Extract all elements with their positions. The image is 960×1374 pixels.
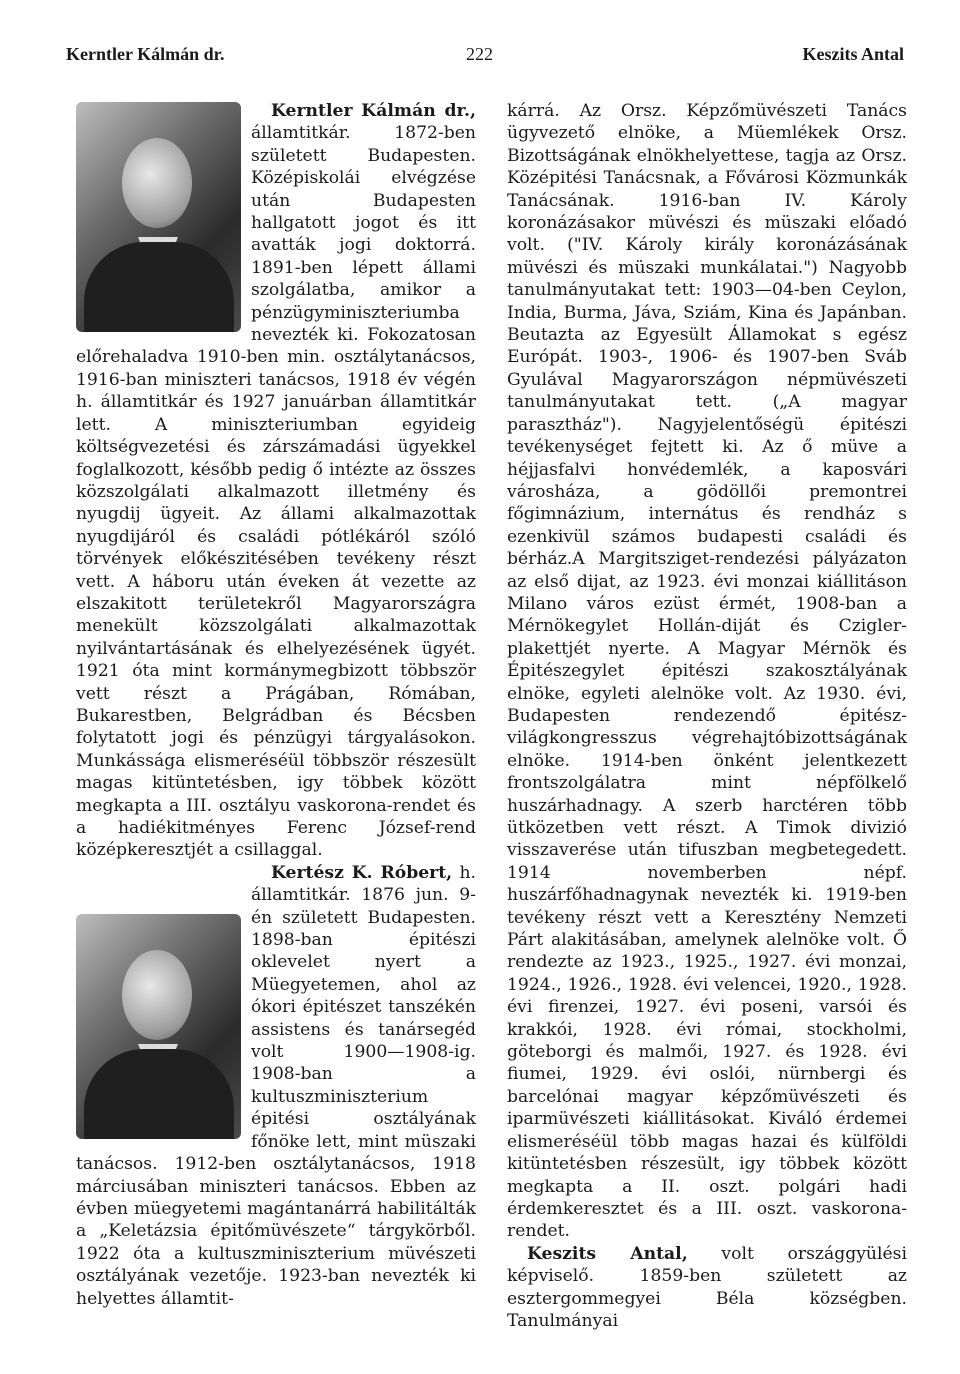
portrait-photo-kerntler: [76, 102, 241, 332]
entry-name: Keszits Antal,: [527, 1243, 688, 1264]
running-head-left: Kerntler Kálmán dr.: [66, 44, 225, 64]
entry-kerntler: [76, 100, 476, 862]
entry-text: h. államtitkár. 1876 jun. 9-én született Budapesten. 1898-ban épitészi oklevelet nyert a Müegyetemen, ahol az ókori épitészet tanszékén assistens és tanársegéd volt 1900—1908-ig. 1908-ban a kultuszminiszterium épitési osztályának főnöke lett, mint müszaki tanácsos. 1912-ben osztálytanácsos, 1918 márciusában miniszteri tanácsos. Ebben az évben müegyetemi magántanárrá habilitálták a „Keletázsia épitőmüvészete“ tárgykörből. 1922 óta a kultuszminiszterium müvészeti osztályának vezetője. 1923-ban nevezték ki helyettes államtit-: [76, 862, 476, 1309]
entry-kertesz: [76, 862, 476, 1310]
left-column: [76, 100, 476, 1310]
entry-keszits: [507, 1243, 907, 1333]
entry-text: kárrá. Az Orsz. Képzőmüvészeti Tanács ügyvezető elnöke, a Müemlékek Orsz. Bizottságának elnökhelyettese, tagja az Orsz. Középitési Tanácsnak, a Fővárosi Közmunkák Tanácsának. 1916-ban IV. Károly koronázásakor müvészi és müszaki előadó volt. ("IV. Károly király koronázásának müvészi és müszaki munkálatai.") Nagyobb tanulmányutakat tett: 1903—04-ben Ceylon, India, Burma, Jáva, Sziám, Kina és Japánban. Beutazta az Egyesült Államokat s egész Európát. 1903-, 1906- és 1907-ben Sváb Gyulával Magyarországon népmüvészeti tanulmányutakat tett. („A magyar parasztház"). Nagyjelentőségü épitészi tevékenységet fejtett ki. Az ő müve a héjjasfalvi honvédemlék, a kaposvári városháza, a gödöllői premontrei főgimnázium, internátus és rendház s ezenkivül számos budapesti családi és bérház.A Margitsziget-rendezési pályázaton az első dijat, az 1923. évi monzai kiállitáson Milano város ezüst érmét, 1908-ban a Mérnökegylet Hollán-diját és Czigler-plakettjét nyerte. A Magyar Mérnök és Épitészegylet épitészi szakosztályának elnöke, egyleti alelnöke volt. Az 1930. évi, Budapesten rendezendő épitész-világkongresszus végrehajtóbizottságának elnöke. 1914-ben önként jelentkezett frontszolgálatra mint népfölkelő huszárhadnagy. A szerb harctéren több ütközetben vett részt. A Timok divizió visszaverése után tifuszban megbetegedett. 1914 novemberben népf. huszárfőhadnagynak nevezték ki. 1919-ben tevékeny részt vett a Keresztény Nemzeti Párt alakitásában, amelynek alelnöke volt. Ő rendezte az 1923., 1925., 1927. évi monzai, 1924., 1926., 1928. évi velencei, 1920., 1928. évi firenzei, 1927. évi poseni, varsói és krakkói, 1928. évi római, stockholmi, göteborgi és malmői, 1927. és 1928. évi fiumei, 1929. évi oslói, nürnbergi és barcelónai magyar képzőmüvészeti és iparmüvészeti kiállitásokat. Kiváló érdemei elismeréséül több magas hazai és külföldi kitüntetésben részesült, igy többek között megkapta a II. oszt. polgári hadi érdemkeresztet és a III. oszt. vaskorona-rendet.: [507, 101, 907, 1242]
portrait-photo-kertesz: [76, 914, 241, 1139]
entry-text: államtitkár. 1872-ben született Budapesten. Középiskolái elvégzése után Budapesten hallgatott jogot és itt avatták jogi doktorrá. 1891-ben lépett állami szolgálatba, amikor a pénzügyminiszteriumba nevezték ki. Fokozatosan előrehaladva 1910-ben min. osztálytanácsos, 1916-ban miniszteri tanácsos, 1918 év végén h. államtitkár és 1927 januárban államtitkár lett. A miniszteriumban egyideig költségvezetési és zárszámadási ügyekkel foglalkozott, később pedig ő intézte az összes közszolgálati alkalmazott illetmény és nyugdij ügyeit. Az állami alkalmazottak nyugdijáról és családi pótlékáról szóló törvények előkészitésében tevékeny részt vett. A háboru után éveken át vezette az elszakitott területekről Magyarországra menekült közszolgálati alkalmazottak nyilvántartásának és elhelyezésének ügyét. 1921 óta mint kormánymegbizott többször vett részt a Prágában, Rómában, Bukarestben, Belgrádban és Bécsben folytatott jogi és pénzügyi tárgyalásokon. Munkássága elismeréséül többször részesült magas kitüntetésben, igy többek között megkapta a III. osztályu vaskorona-rendet és a hadiékitményes Ferenc József-rend középkeresztjét a csillaggal.: [76, 123, 476, 861]
page-number: 222: [466, 44, 493, 64]
entry-name: Kertész K. Róbert,: [271, 862, 453, 883]
entry-kertesz-continued: [507, 100, 907, 1243]
right-column: [507, 100, 907, 1332]
entry-name: Kerntler Kálmán dr.,: [271, 101, 476, 121]
page-header: [66, 44, 904, 78]
entry-text: volt országgyülési képviselő. 1859-ben született az esztergommegyei Béla községben. Tanulmányai: [507, 1243, 907, 1331]
running-head-right: Keszits Antal: [802, 44, 904, 64]
